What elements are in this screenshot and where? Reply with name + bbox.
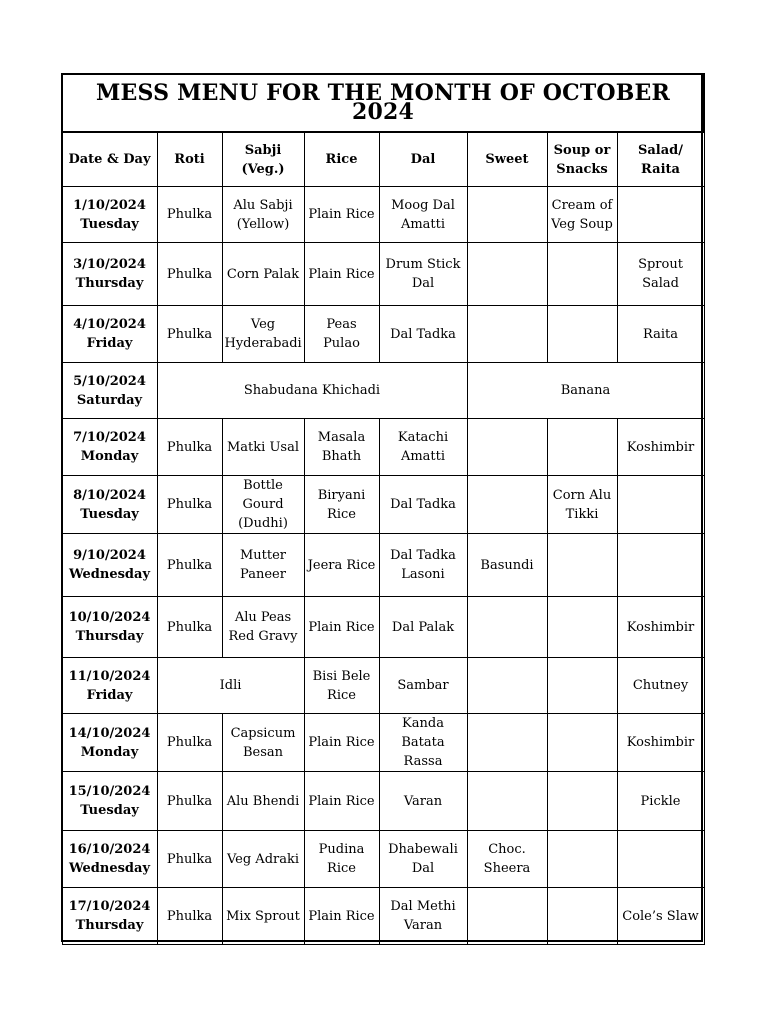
sabji-cell-line: Red Gravy (228, 629, 298, 644)
table-row (62, 306, 704, 363)
rice-cell-line: Plain Rice (308, 207, 375, 222)
salad-raita-cell-line: Koshimbir (626, 439, 695, 455)
dal-cell (379, 658, 467, 714)
dal-cell-line: Dal Tadka (390, 548, 456, 563)
sweet-cell (467, 772, 547, 831)
soup-snacks-cell (547, 831, 617, 888)
soup-snacks-cell-line: Tikki (565, 506, 599, 522)
roti-cell: Phulka (157, 534, 222, 597)
soup-snacks-cell (547, 243, 617, 306)
sweet-cell (467, 187, 547, 243)
day-text: Monday (80, 744, 139, 760)
rice-cell-line: Plain Rice (308, 908, 375, 924)
dal-cell (379, 831, 467, 888)
dal-cell-line: Dal Palak (391, 619, 455, 635)
sabji-cell (222, 306, 304, 363)
day-text: Friday (86, 336, 133, 351)
date-text: 4/10/2024 (73, 317, 146, 332)
date-day-cell (62, 534, 157, 597)
dal-cell (379, 772, 467, 831)
roti-cell: Phulka (157, 476, 222, 534)
date-text: 14/10/2024 (68, 725, 151, 741)
date-text: 11/10/2024 (68, 668, 151, 684)
dal-cell-line: Kanda (402, 716, 444, 731)
sabji-cell (222, 772, 304, 831)
rice-cell-line: Bhath (321, 449, 362, 464)
soup-snacks-cell (547, 888, 617, 945)
date-text: 8/10/2024 (73, 487, 146, 503)
sabji-cell-line: Besan (242, 744, 284, 760)
sweet-cell (467, 534, 547, 597)
dal-cell-line: Moog Dal (391, 197, 455, 213)
roti-cell: Phulka (157, 187, 222, 243)
date-text: 3/10/2024 (73, 257, 146, 272)
sabji-cell (222, 187, 304, 243)
table-row (62, 658, 704, 714)
mess-menu-table (61, 73, 705, 945)
sabji-cell-line: (Dudhi) (238, 516, 288, 531)
sabji-cell-line: Hyderabadi (224, 336, 302, 351)
roti-cell: Phulka (157, 243, 222, 306)
dal-cell-line: Batata Rassa (401, 735, 445, 769)
rice-cell (304, 888, 379, 945)
dal-cell (379, 534, 467, 597)
salad-raita-cell (617, 714, 704, 772)
rice-cell (304, 772, 379, 831)
salad-raita-cell (617, 772, 704, 831)
sabji-cell (222, 243, 304, 306)
rice-cell-line: Plain Rice (308, 735, 375, 750)
table-row (62, 772, 704, 831)
soup-snacks-cell-line: Veg Soup (551, 216, 613, 232)
date-text: 9/10/2024 (73, 548, 146, 563)
dal-cell-line: Dhabewali (388, 842, 458, 857)
date-text: 5/10/2024 (73, 373, 146, 389)
soup-snacks-cell-line: Cream of (551, 197, 613, 213)
date-day-cell (62, 419, 157, 476)
sabji-cell-line: Gourd (242, 497, 284, 512)
dal-cell-line: Sambar (397, 678, 449, 693)
date-text: 17/10/2024 (68, 899, 151, 914)
sabji-cell-line: Mutter (239, 548, 287, 563)
day-text: Thursday (75, 629, 144, 644)
sweet-cell (467, 831, 547, 888)
sabji-cell-line: Corn Palak (226, 266, 300, 282)
sabji-cell-line: Matki Usal (227, 439, 299, 455)
soup-snacks-cell-line: Corn Alu (552, 487, 612, 503)
dal-cell-line: Amatti (400, 449, 446, 464)
day-text: Friday (86, 687, 133, 703)
dal-cell-line: Drum Stick (385, 257, 461, 272)
salad-raita-cell-line: Raita (643, 326, 678, 342)
sabji-cell (222, 534, 304, 597)
header-soup-line-2: Snacks (556, 161, 608, 177)
header-salad-line-1: Salad/ (638, 142, 684, 158)
day-text: Thursday (75, 276, 144, 291)
salad-raita-cell-line: Pickle (640, 793, 681, 809)
dal-cell-line: Dal Tadka (390, 326, 456, 342)
header-salad-line-2: Raita (641, 161, 680, 177)
roti-cell: Phulka (157, 772, 222, 831)
soup-snacks-cell (547, 306, 617, 363)
table-row (62, 534, 704, 597)
header-date-day: Date & Day (62, 132, 157, 187)
sabji-cell-line: Alu Bhendi (226, 793, 300, 809)
sabji-cell (222, 597, 304, 658)
rice-cell-line: Pudina (318, 842, 365, 857)
soup-snacks-cell (547, 658, 617, 714)
rice-cell (304, 476, 379, 534)
dal-cell (379, 306, 467, 363)
table-row (62, 714, 704, 772)
salad-raita-cell (617, 187, 704, 243)
rice-cell (304, 714, 379, 772)
title-row (62, 74, 704, 132)
dal-cell-line: Katachi (397, 430, 449, 445)
date-day-cell (62, 476, 157, 534)
salad-raita-cell (617, 534, 704, 597)
rice-cell (304, 831, 379, 888)
header-dal: Dal (379, 132, 467, 187)
page-title: MESS MENU FOR THE MONTH OF OCTOBER 2024 (62, 74, 704, 132)
rice-cell-line: Rice (327, 687, 356, 703)
header-roti: Roti (157, 132, 222, 187)
date-text: 1/10/2024 (73, 197, 146, 213)
table-row (62, 597, 704, 658)
salad-raita-cell-line: Sprout Salad (638, 257, 683, 291)
header-soup-line-1: Soup or (553, 142, 611, 158)
date-text: 16/10/2024 (68, 842, 151, 857)
roti-cell: Phulka (157, 306, 222, 363)
date-day-cell (62, 831, 157, 888)
table-row (62, 243, 704, 306)
rice-cell (304, 534, 379, 597)
table-row (62, 831, 704, 888)
dal-cell (379, 419, 467, 476)
date-day-cell (62, 187, 157, 243)
date-day-cell (62, 772, 157, 831)
header-sabji-line-1: Sabji (244, 142, 282, 158)
table-row (62, 187, 704, 243)
header-rice: Rice (304, 132, 379, 187)
salad-raita-cell (617, 888, 704, 945)
sweet-cell (467, 419, 547, 476)
rice-cell (304, 243, 379, 306)
day-text: Tuesday (80, 216, 139, 232)
roti-cell: Phulka (157, 714, 222, 772)
rice-cell (304, 597, 379, 658)
day-text: Saturday (76, 392, 143, 408)
dal-cell-line: Lasoni (401, 567, 445, 582)
soup-snacks-cell (547, 534, 617, 597)
date-day-cell (62, 306, 157, 363)
soup-snacks-cell (547, 772, 617, 831)
salad-raita-cell-line: Cole’s Slaw (622, 908, 699, 924)
dal-cell-line: Dal (411, 276, 435, 291)
roti-sabji-span-cell: Idli (157, 658, 304, 714)
sweet-cell (467, 597, 547, 658)
dal-cell (379, 187, 467, 243)
header-sweet: Sweet (467, 132, 547, 187)
sweet-cell-line: Basundi (480, 557, 534, 573)
rice-cell (304, 187, 379, 243)
soup-snacks-cell (547, 597, 617, 658)
salad-raita-cell-line: Koshimbir (626, 735, 695, 750)
salad-raita-cell (617, 243, 704, 306)
dal-cell-line: Varan (403, 918, 443, 933)
salad-raita-cell (617, 306, 704, 363)
sweet-cell (467, 658, 547, 714)
day-text: Wednesday (68, 861, 150, 876)
header-sabji (222, 132, 304, 187)
sabji-cell-line: (Yellow) (236, 216, 290, 232)
sabji-cell-line: Mix Sprout (226, 908, 300, 924)
day-text: Monday (80, 449, 139, 464)
salad-raita-cell (617, 597, 704, 658)
roti-cell: Phulka (157, 888, 222, 945)
dal-cell (379, 476, 467, 534)
sweet-cell-line: Choc. (488, 842, 526, 857)
date-day-cell (62, 888, 157, 945)
table-row (62, 363, 704, 419)
rice-cell-line: Plain Rice (308, 793, 375, 809)
header-salad-raita (617, 132, 704, 187)
salad-raita-cell-line: Koshimbir (626, 619, 695, 635)
rice-cell-line: Rice (327, 506, 356, 522)
date-text: 7/10/2024 (73, 430, 146, 445)
day-text: Tuesday (80, 803, 139, 818)
sabji-cell (222, 888, 304, 945)
dal-cell-line: Varan (403, 793, 443, 809)
day-text: Tuesday (80, 506, 139, 522)
rice-cell (304, 658, 379, 714)
rice-cell-line: Plain Rice (308, 266, 375, 282)
dal-cell-line: Dal Methi (390, 899, 456, 914)
roti-cell: Phulka (157, 597, 222, 658)
date-text: 10/10/2024 (68, 610, 151, 625)
date-day-cell (62, 597, 157, 658)
sabji-cell-line: Capsicum (230, 725, 296, 741)
soup-snacks-cell (547, 187, 617, 243)
sabji-cell (222, 419, 304, 476)
sabji-cell-line: Alu Sabji (233, 197, 293, 213)
salad-raita-cell (617, 476, 704, 534)
rice-cell (304, 419, 379, 476)
dal-cell (379, 243, 467, 306)
sweet-cell (467, 476, 547, 534)
soup-snacks-cell (547, 714, 617, 772)
dal-cell-line: Amatti (400, 216, 446, 232)
rice-cell-line: Plain Rice (308, 619, 375, 635)
rice-cell-line: Rice (327, 861, 356, 876)
soup-snacks-cell (547, 419, 617, 476)
header-soup-snacks (547, 132, 617, 187)
sabji-cell-line: Veg (250, 317, 276, 332)
menu-body (62, 187, 704, 945)
date-day-cell (62, 363, 157, 419)
rice-cell (304, 306, 379, 363)
rice-cell-line: Masala (317, 430, 366, 445)
header-sabji-line-2: (Veg.) (241, 161, 285, 177)
dal-cell (379, 597, 467, 658)
date-day-cell (62, 658, 157, 714)
table-row (62, 888, 704, 945)
rice-cell-line: Bisi Bele (312, 668, 371, 684)
day-text: Thursday (75, 918, 144, 933)
dal-cell-line: Dal Tadka (390, 497, 456, 512)
sabji-cell-line: Alu Peas (234, 610, 292, 625)
roti-cell: Phulka (157, 419, 222, 476)
sweet-cell (467, 888, 547, 945)
sweet-cell (467, 714, 547, 772)
sabji-cell (222, 714, 304, 772)
sweet-cell-line: Sheera (483, 861, 531, 876)
salad-raita-cell (617, 419, 704, 476)
soup-snacks-cell (547, 476, 617, 534)
dal-cell (379, 888, 467, 945)
roti-cell: Phulka (157, 831, 222, 888)
table-row (62, 419, 704, 476)
salad-raita-cell (617, 658, 704, 714)
date-day-cell (62, 714, 157, 772)
sweet-cell (467, 306, 547, 363)
header-row (62, 132, 704, 187)
rice-cell-line: Peas Pulao (323, 317, 360, 351)
salad-raita-cell-line: Chutney (632, 678, 689, 693)
rice-cell-line: Jeera Rice (307, 557, 376, 573)
rice-cell-line: Biryani (317, 487, 366, 503)
sweet-cell (467, 243, 547, 306)
side-span-cell: Banana (467, 363, 704, 419)
salad-raita-cell (617, 831, 704, 888)
sabji-cell-line: Bottle (243, 478, 283, 493)
dal-cell-line: Dal (411, 861, 435, 876)
sabji-cell (222, 831, 304, 888)
date-day-cell (62, 243, 157, 306)
day-text: Wednesday (68, 567, 150, 582)
table-row (62, 476, 704, 534)
dal-cell (379, 714, 467, 772)
sabji-cell (222, 476, 304, 534)
sabji-cell-line: Veg Adraki (226, 851, 300, 867)
date-text: 15/10/2024 (68, 784, 151, 799)
main-meal-span-cell: Shabudana Khichadi (157, 363, 467, 419)
sabji-cell-line: Paneer (240, 567, 286, 582)
